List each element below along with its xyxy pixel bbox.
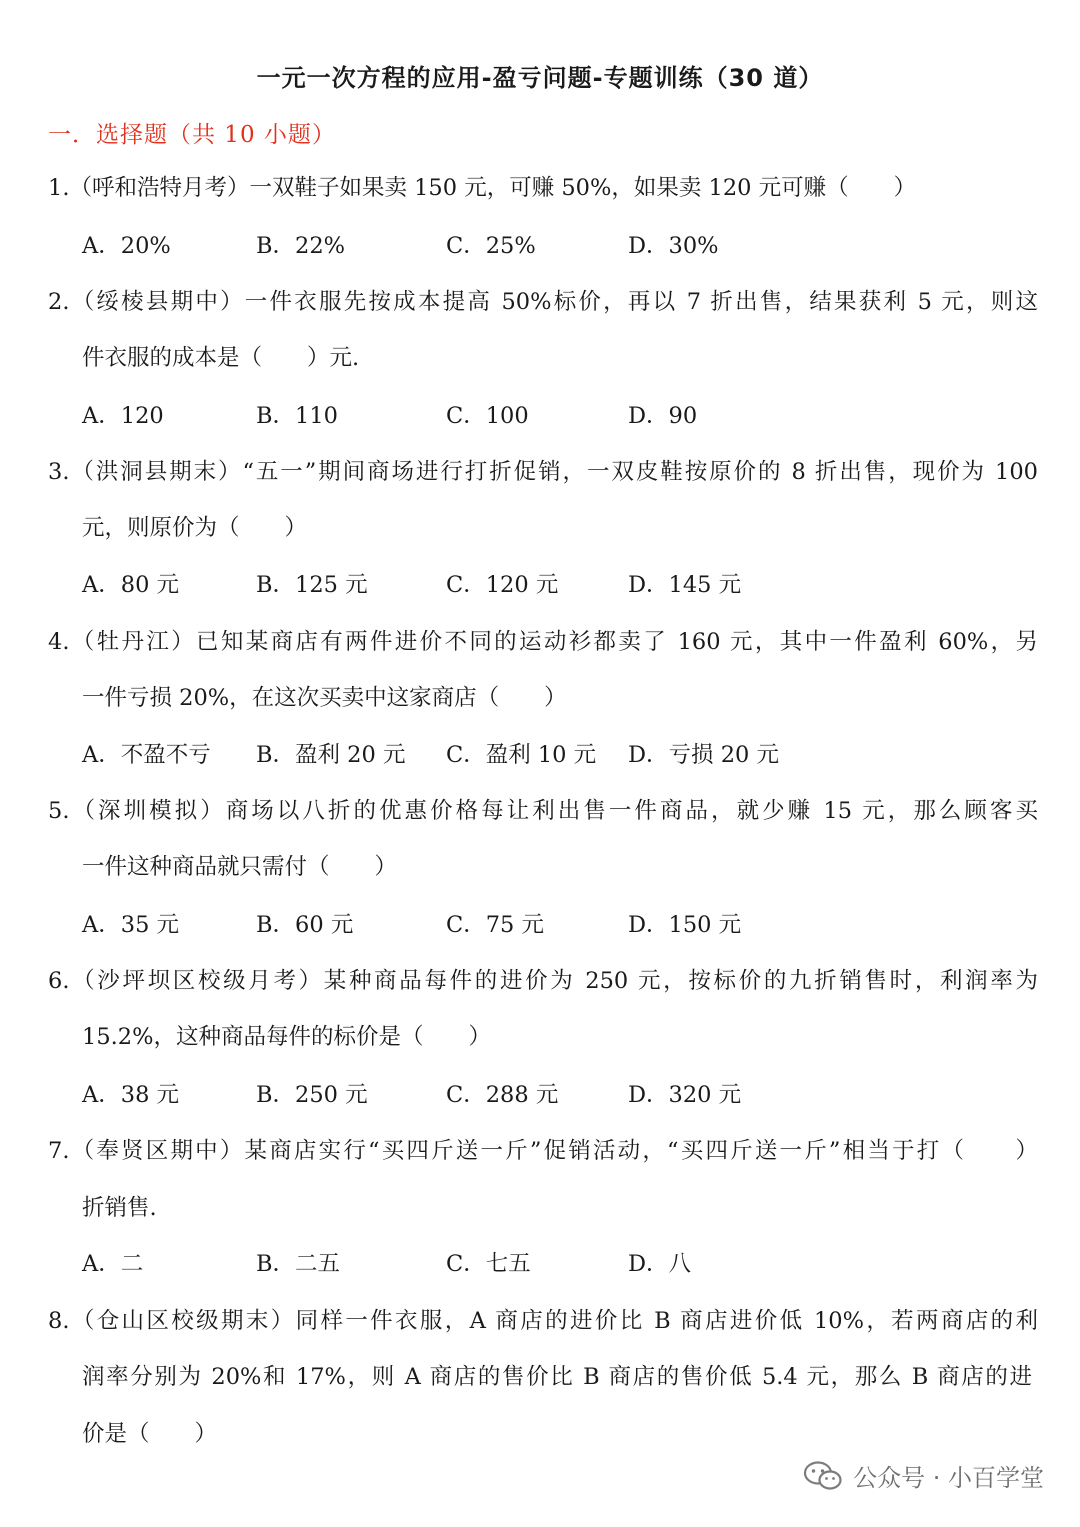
question-6-option-d: D．320 元 (628, 1082, 742, 1108)
question-7-option-c: C．七五 (446, 1251, 531, 1277)
question-7-line-1: 7.（奉贤区期中）某商店实行“买四斤送一斤”促销活动，“买四斤送一斤”相当于打（ ） (48, 1138, 1038, 1164)
question-4-line-2: 一件亏损 20%，在这次买卖中这家商店（ ） (82, 685, 567, 711)
question-3-option-d: D．145 元 (628, 572, 742, 598)
question-5-line-1: 5.（深圳模拟）商场以八折的优惠价格每让利出售一件商品，就少赚 15 元，那么顾客买 (48, 798, 1038, 824)
question-2-line-1: 2.（绥棱县期中）一件衣服先按成本提高 50%标价，再以 7 折出售，结果获利 5 元，则这 (48, 289, 1038, 315)
question-2-line-2: 件衣服的成本是（ ）元. (82, 345, 360, 371)
question-4-option-b: B．盈利 20 元 (256, 742, 406, 768)
watermark (803, 1458, 1044, 1493)
question-2-option-d: D．90 (628, 403, 698, 429)
question-3-line-1: 3.（洪洞县期末）“五一”期间商场进行打折促销，一双皮鞋按原价的 8 折出售，现价为 100 (48, 459, 1038, 485)
question-7-line-2: 折销售. (82, 1195, 157, 1221)
wechat-icon (803, 1460, 843, 1492)
question-2-option-c: C．100 (446, 403, 529, 429)
question-2-option-b: B．110 (256, 403, 338, 429)
question-6-option-b: B．250 元 (256, 1082, 368, 1108)
question-3-line-2: 元，则原价为（ ） (82, 515, 308, 541)
question-5-option-a: A．35 元 (82, 912, 180, 938)
question-6-line-2: 15.2%，这种商品每件的标价是（ ） (82, 1024, 491, 1050)
question-7-option-b: B．二五 (256, 1251, 341, 1277)
question-8-line-2: 润率分别为 20%和 17%，则 A 商店的售价比 B 商店的售价低 5.4 元，那么 B 商店的进 (82, 1364, 1032, 1390)
question-5-option-d: D．150 元 (628, 912, 742, 938)
question-7-option-d: D．八 (628, 1251, 692, 1277)
question-8-line-3: 价是（ ） (82, 1421, 218, 1447)
question-4-line-1: 4.（牡丹江）已知某商店有两件进价不同的运动衫都卖了 160 元，其中一件盈利 60%，另 (48, 629, 1038, 655)
question-4-option-a: A．不盈不亏 (82, 742, 211, 768)
question-3-option-a: A．80 元 (82, 572, 180, 598)
question-8-line-1: 8.（仓山区校级期末）同样一件衣服，A 商店的进价比 B 商店进价低 10%，若两商店的利 (48, 1308, 1038, 1334)
question-3-option-b: B．125 元 (256, 572, 368, 598)
question-5-option-b: B．60 元 (256, 912, 354, 938)
question-1-option-c: C．25% (446, 233, 536, 259)
question-6-option-a: A．38 元 (82, 1082, 180, 1108)
question-6-option-c: C．288 元 (446, 1082, 559, 1108)
question-6-line-1: 6.（沙坪坝区校级月考）某种商品每件的进价为 250 元，按标价的九折销售时，利润率为 (48, 968, 1038, 994)
question-1-option-d: D．30% (628, 233, 719, 259)
question-7-option-a: A．二 (82, 1251, 144, 1277)
question-5-option-c: C．75 元 (446, 912, 544, 938)
section-heading: 一．选择题（共 10 小题） (48, 122, 336, 148)
question-5-line-2: 一件这种商品就只需付（ ） (82, 854, 398, 880)
question-4-option-c: C．盈利 10 元 (446, 742, 597, 768)
page-title: 一元一次方程的应用-盈亏问题-专题训练（30 道） (256, 64, 824, 92)
question-1-option-b: B．22% (256, 233, 346, 259)
question-1-line-1: 1.（呼和浩特月考）一双鞋子如果卖 150 元，可赚 50%，如果卖 120 元可赚（ ） (48, 175, 917, 201)
question-3-option-c: C．120 元 (446, 572, 559, 598)
question-1-option-a: A．20% (82, 233, 171, 259)
question-2-option-a: A．120 (82, 403, 164, 429)
question-4-option-d: D．亏损 20 元 (628, 742, 779, 768)
watermark-text: 公众号 · 小百学堂 (853, 1464, 1044, 1492)
